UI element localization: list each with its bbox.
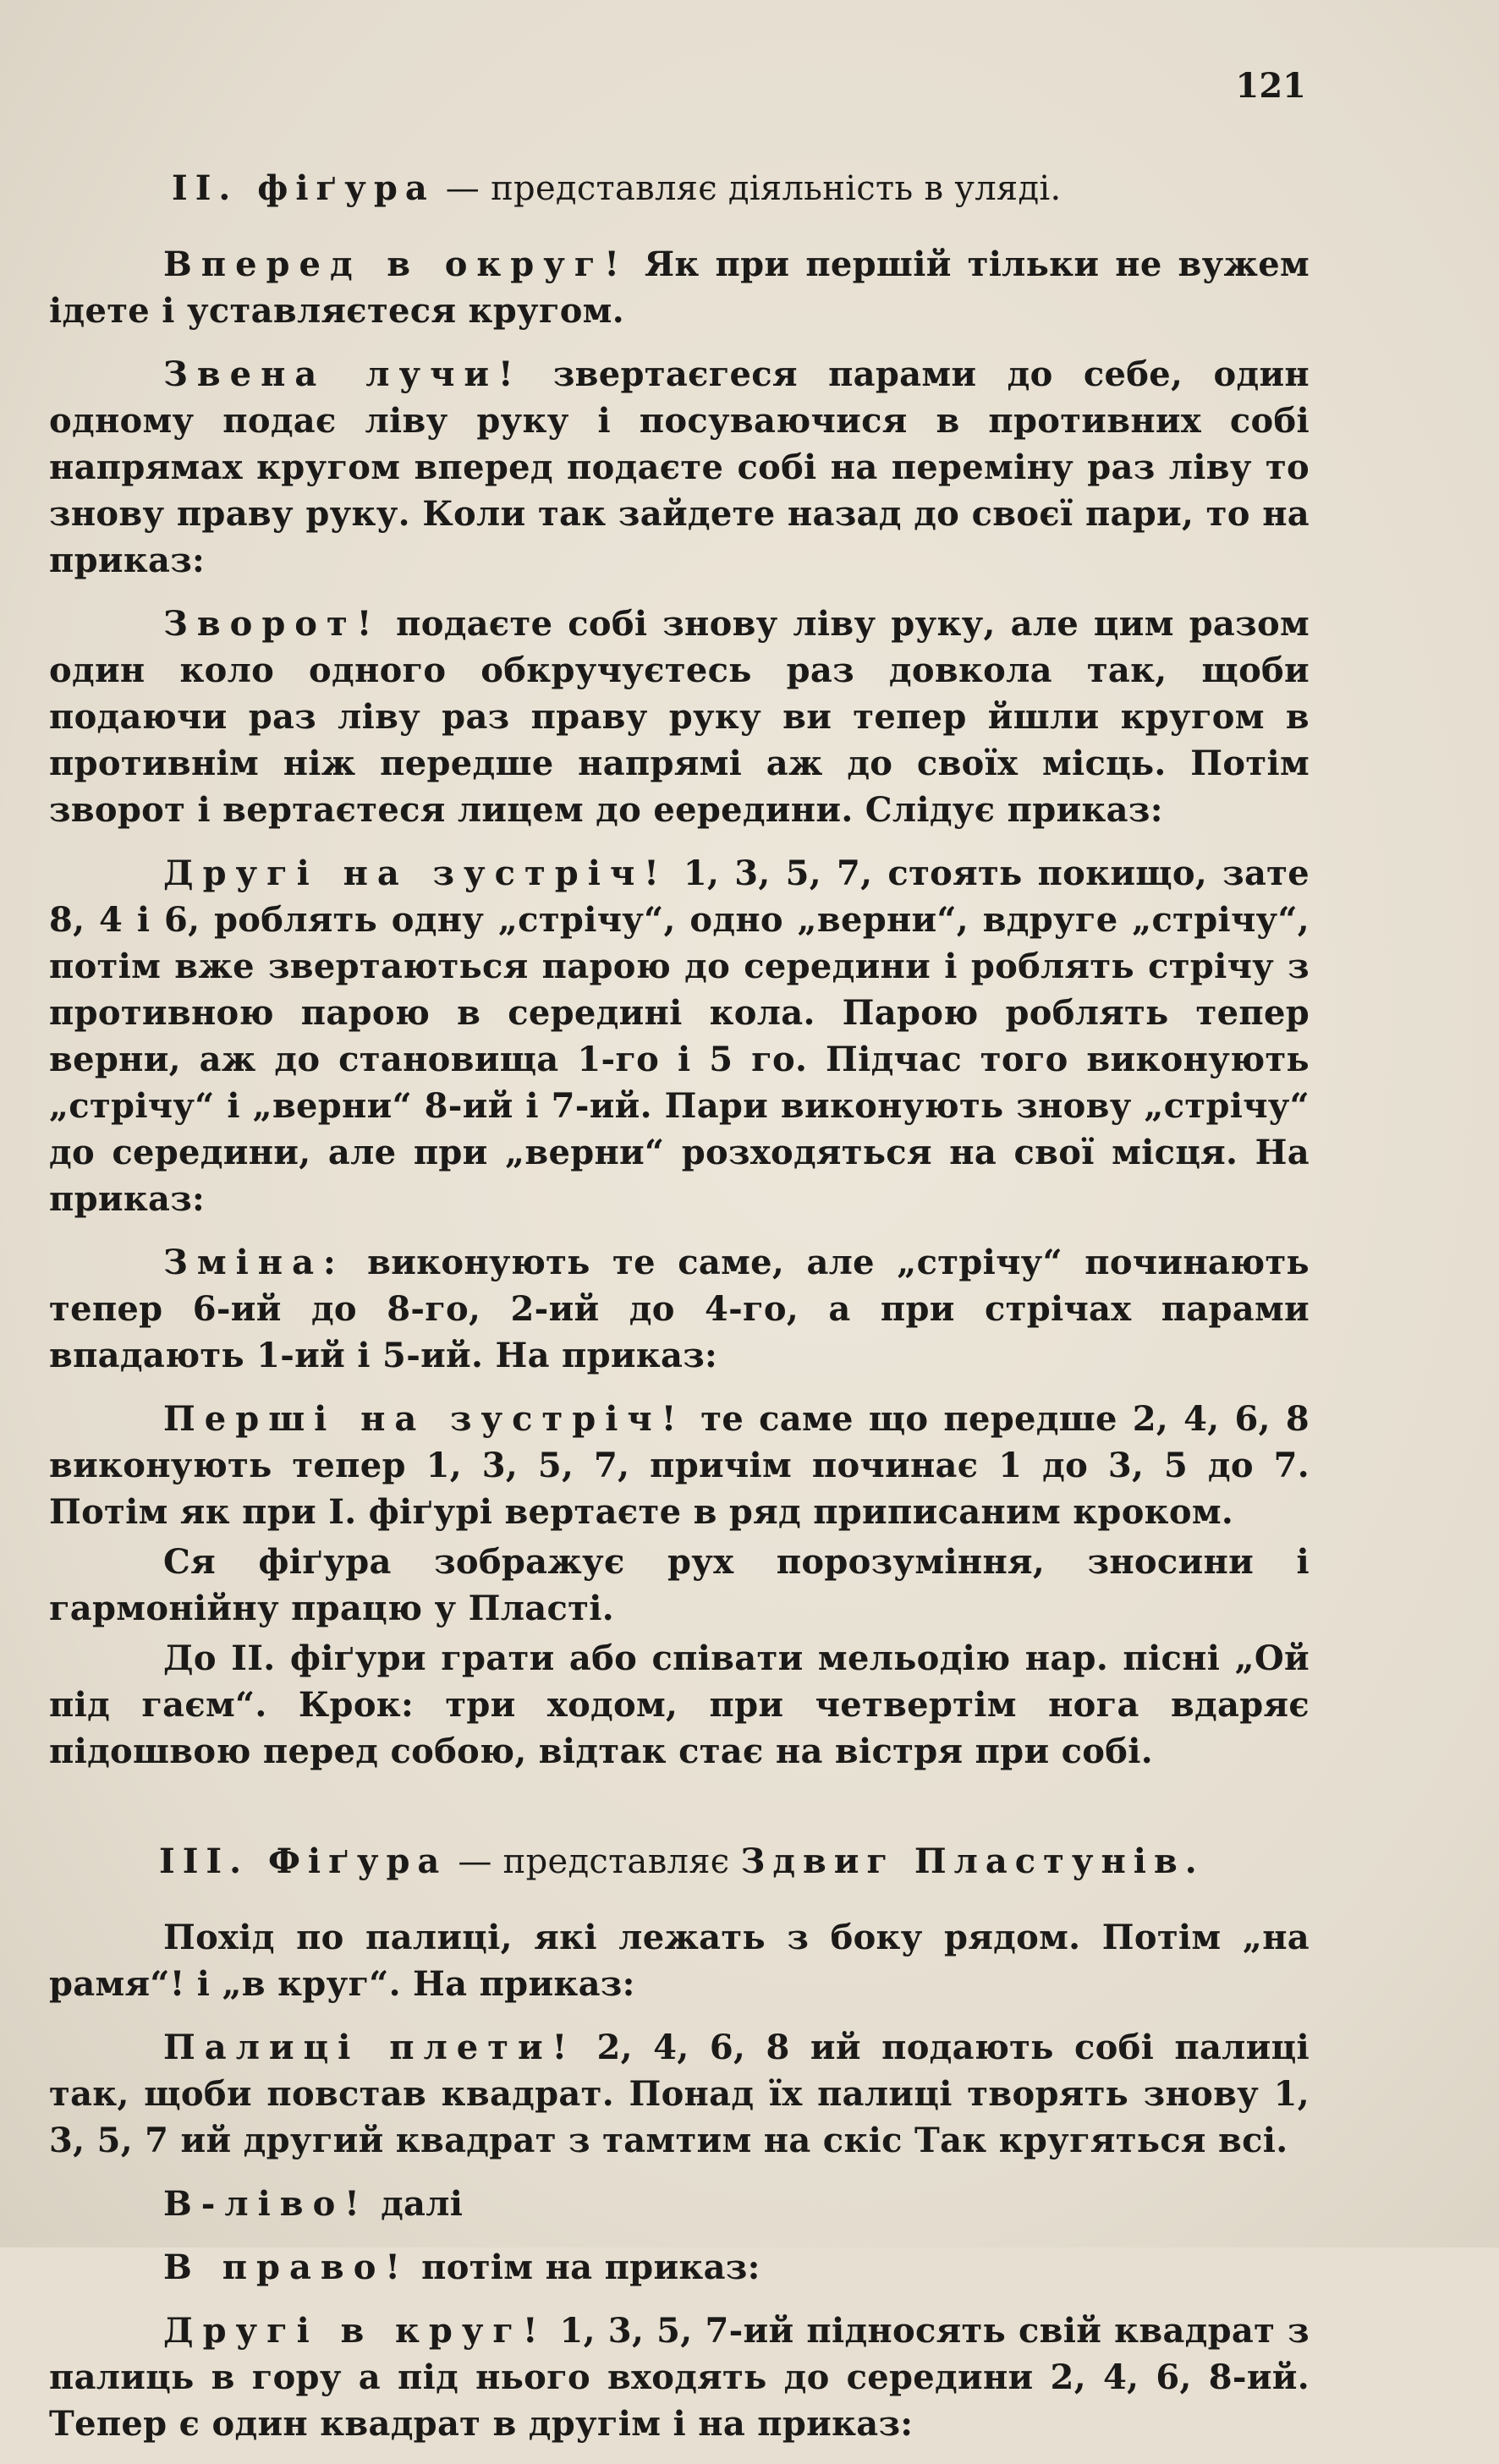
command: Зворот!	[163, 604, 382, 644]
paragraph-text: звертаєгеся парами до себе, один одному подає ліву руку і посуваючися в противних собі напрямах кругом вперед подаєте собі на переміну раз ліву то знову праву руку. Коли так зайдете назад до своєї пари, то на приказ:	[49, 354, 1310, 580]
paragraph-text: 1, 3, 5, 7, стоять покищо, зате 8, 4 і 6, роблять одну „стрічу“, одно „верни“, вдруге „стрічу“, потім вже звертаються парою до середини і роблять стрічу з противною парою в середині кола. Парою роблять тепер верни, аж до становища 1-го і 5 го. Підчас того виконують „стрічу“ і „верни“ 8-ий і 7-ий. Пари виконують знову „стрічу“ до середини, але при „верни“ розходяться на свої місця. На приказ:	[49, 853, 1310, 1219]
heading-title: ІІІ. Фіґура	[159, 1841, 448, 1881]
paragraph	[49, 1914, 1310, 2007]
paragraph-text: виконують те саме, але „стрічу“ починають тепер 6-ий до 8-го, 2-ий до 4-го, а при стрічах парами впадають 1-ий і 5-ий. На приказ:	[49, 1243, 1310, 1375]
paragraph	[49, 2308, 1310, 2447]
paragraph-text: 2, 4, 6, 8 ий подають собі палиці так, щоби повстав квадрат. Понад їх палиці творять знову 1, 3, 5, 7 ий другий квадрат з тамтим на скіс Так кругяться всі.	[49, 2028, 1310, 2160]
command: В-ліво!	[163, 2184, 369, 2224]
paragraph	[49, 1635, 1310, 1775]
paragraph-text: далі	[368, 2184, 464, 2224]
paragraph-text: Як при першій тільки не вужем ідете і уставляєтеся кругом.	[49, 244, 1310, 331]
paragraph	[49, 601, 1310, 833]
paragraph-text: Ся фіґура зображує рух порозуміння, зносини і гармонійну працю у Пласті.	[49, 1542, 1310, 1628]
command: Другі в круг!	[163, 2311, 547, 2351]
paragraph	[49, 1239, 1310, 1379]
command: Перші на зустріч!	[163, 1399, 686, 1439]
section-heading-figure-3	[159, 1838, 1310, 1885]
command: Другі на зустріч!	[163, 853, 668, 893]
paragraph	[49, 1539, 1310, 1632]
page-body	[49, 165, 1310, 2464]
paragraph	[49, 850, 1310, 1222]
command: Звена лучи!	[163, 354, 523, 394]
page-number: 121	[1235, 66, 1306, 106]
command: Палиці плети!	[163, 2028, 577, 2067]
command: Вперед в округ!	[163, 244, 629, 284]
paragraph	[49, 1396, 1310, 1535]
command: В право!	[163, 2247, 409, 2287]
paragraph	[49, 2024, 1310, 2164]
section-heading-figure-2	[172, 165, 1310, 212]
command: Зміна:	[163, 1243, 345, 1282]
paragraph	[49, 2181, 1310, 2227]
paragraph	[49, 241, 1310, 334]
paragraph	[49, 2244, 1310, 2291]
paragraph-text: подаєте собі знову ліву руку, але цим разом один коло одного обкручуєтесь раз довкола так, щоби подаючи раз ліву раз праву руку ви тепер йшли кругом в противнім ніж передше напрямі аж до своїх місць. Потім зворот і вертаєтеся лицем до еередини. Слідує приказ:	[49, 604, 1310, 830]
heading-emphasis: Здвиг Пластунів.	[740, 1841, 1205, 1881]
paragraph-text: потім на приказ:	[409, 2247, 760, 2287]
paragraph-text: те саме що передше 2, 4, 6, 8 виконують тепер 1, 3, 5, 7, причім починає 1 до 3, 5 до 7. Потім як при І. фіґурі вертаєте в ряд приписаним кроком.	[49, 1399, 1310, 1532]
paragraph-text: 1, 3, 5, 7-ий підносять свій квадрат з палиць в гору а під нього входять до середини 2, 4, 6, 8-ий. Тепер є один квадрат в другім і на приказ:	[49, 2311, 1310, 2444]
heading-title: ІІ. фіґура	[172, 168, 435, 208]
paragraph-text: Похід по палиці, які лежать з боку рядом. Потім „на рамя“! і „в круг“. На приказ:	[49, 1918, 1310, 2004]
paragraph	[49, 351, 1310, 584]
heading-text: — представляє	[447, 1842, 741, 1881]
heading-text: — представляє діяльність в уляді.	[434, 169, 1062, 208]
paragraph-text: До ІІ. фіґури грати або співати мельодію нар. пісні „Ой під гаєм“. Крок: три ходом, при четвертім нога вдаряє підошвою перед собою, відтак стає на вістря при собі.	[49, 1638, 1310, 1771]
